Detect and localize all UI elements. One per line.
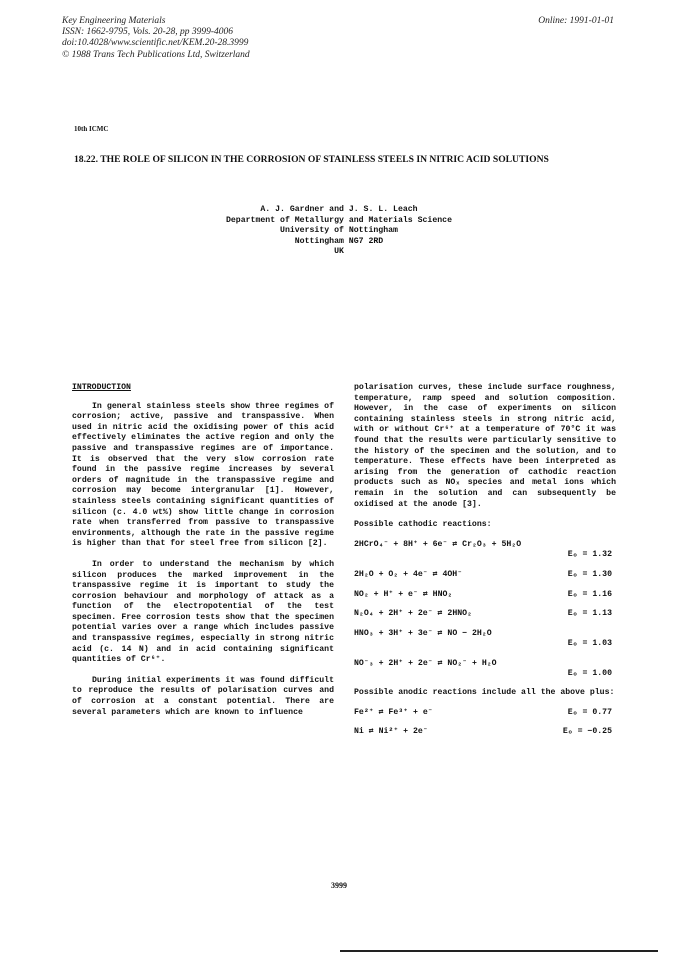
intro-paragraph-1: In general stainless steels show three regimes of corrosion; active, passive and transpassive. When used in nitric acid the oxidising power of this acid effectively eliminates the active region and only the passive and transpassive regimes are of importance. It is observed that the very slow corrosion rate found in the passive regime increases by several orders of magnitude in the transpassive regime and corrosion may become intergranular [1]. However, stainless steels containing significant quantities of silicon (c. 4.0 wt%) show little change in corrosion rate when transferred from passive to transpassive environments, although the rate in the passive regime is higher than that for steel free from silicon [2]. — [72, 401, 334, 549]
right-column — [354, 383, 616, 738]
copyright-line: © 1988 Trans Tech Publications Ltd, Switzerland — [62, 49, 250, 60]
reaction-potential: Eₒ = 1.00 — [567, 669, 612, 679]
author-university: University of Nottingham — [280, 226, 398, 235]
page-number: 3999 — [331, 881, 347, 890]
author-city: Nottingham NG7 2RD — [294, 236, 384, 246]
reaction-equation: 2HCrO₄⁻ + 8H⁺ + 6e⁻ ⇄ Cr₂O₃ + 5H₂O — [354, 539, 522, 549]
reaction-potential: Eₒ = 1.16 — [567, 589, 612, 599]
reaction-equation: Ni ⇄ Ni²⁺ + 2e⁻ — [354, 727, 428, 737]
online-date-text: Online: 1991-01-01 — [538, 16, 614, 26]
conference-label: 10th ICMC — [74, 125, 109, 133]
reaction-row — [354, 659, 616, 680]
reaction-row — [354, 708, 616, 719]
reaction-potential: Eₒ = −0.25 — [562, 727, 612, 737]
anodic-reactions — [354, 708, 616, 738]
reaction-equation: HNO₃ + 3H⁺ + 3e⁻ ⇄ NO − 2H₂O — [354, 628, 492, 638]
journal-header — [62, 16, 250, 61]
reaction-equation: NO₂ + H⁺ + e⁻ ⇄ HNO₂ — [354, 589, 453, 599]
reaction-potential: Eₒ = 1.32 — [567, 550, 612, 560]
anodic-heading: Possible anodic reactions include all the above plus: — [354, 688, 615, 698]
intro-paragraph-3: During initial experiments it was found difficult to reproduce the results of polarisation curves and of corrosion at a constant potential. There are several parameters which are known to influence — [72, 675, 334, 717]
reaction-potential: Eₒ = 1.13 — [567, 609, 612, 619]
cathodic-reactions — [354, 540, 616, 680]
paper-title: 18.22. THE ROLE OF SILICON IN THE CORROSION OF STAINLESS STEELS IN NITRIC ACID SOLUTIONS — [74, 154, 549, 165]
reaction-row — [354, 629, 616, 650]
author-names: A. J. Gardner and J. S. L. Leach — [260, 205, 418, 214]
reaction-potential: Eₒ = 0.77 — [567, 707, 612, 717]
reaction-row — [354, 570, 616, 581]
intro-paragraph-2: In order to understand the mechanism by which silicon produces the marked improvement in the transpassive regime it is important to study the corrosion behaviour and morphology of attack as a function of the electropotential of the test specimen. Free corrosion tests show that the specimen potential varies over a range which includes passive and transpassive regimes, especially in strong nitric acid (c. 14 N) and in acid containing significant quantities of Cr⁶⁺. — [72, 559, 334, 665]
reaction-row — [354, 727, 616, 738]
reaction-potential: Eₒ = 1.03 — [567, 639, 612, 649]
section-heading-introduction: INTRODUCTION — [72, 383, 131, 392]
reaction-equation: Fe²⁺ ⇄ Fe³⁺ + e⁻ — [354, 707, 433, 717]
right-paragraph-1: polarisation curves, these include surface roughness, temperature, ramp speed and solution composition. However, in the case of experiments on silicon containing stainless steels in strong nitric acid, with or without Cr⁶⁺ at a temperature of 70°C it was found that the results were particularly sensitive to the history of the specimen and the solution, and to temperature. These effects have been interpreted as arising from the generation of cathodic reaction products such as NOₓ species and metal ions which remain in the solution and can subsequently be oxidised at the anode [3]. — [354, 383, 616, 509]
issn-line: ISSN: 1662-9795, Vols. 20-28, pp 3999-4006 — [62, 27, 233, 38]
reaction-equation: N₂O₄ + 2H⁺ + 2e⁻ ⇄ 2HNO₂ — [354, 609, 472, 619]
left-column — [72, 383, 334, 728]
author-department: Department of Metallurgy and Materials Science — [225, 215, 452, 225]
reaction-row — [354, 590, 616, 601]
doi-line: doi:10.4028/www.scientific.net/KEM.20-28.3999 — [62, 38, 249, 49]
reaction-potential: Eₒ = 1.30 — [567, 569, 612, 579]
cathodic-heading: Possible cathodic reactions: — [354, 520, 492, 530]
reaction-equation: NO⁻₃ + 2H⁺ + 2e⁻ ⇄ NO₂⁻ + H₂O — [354, 658, 497, 668]
journal-name: Key Engineering Materials — [62, 16, 166, 26]
reaction-row — [354, 540, 616, 561]
reaction-equation: 2H₂O + O₂ + 4e⁻ ⇄ 4OH⁻ — [354, 569, 463, 579]
online-date — [538, 16, 614, 27]
author-country: UK — [334, 247, 344, 256]
reaction-row — [354, 609, 616, 620]
author-block — [0, 205, 678, 258]
bottom-rule — [340, 950, 658, 952]
